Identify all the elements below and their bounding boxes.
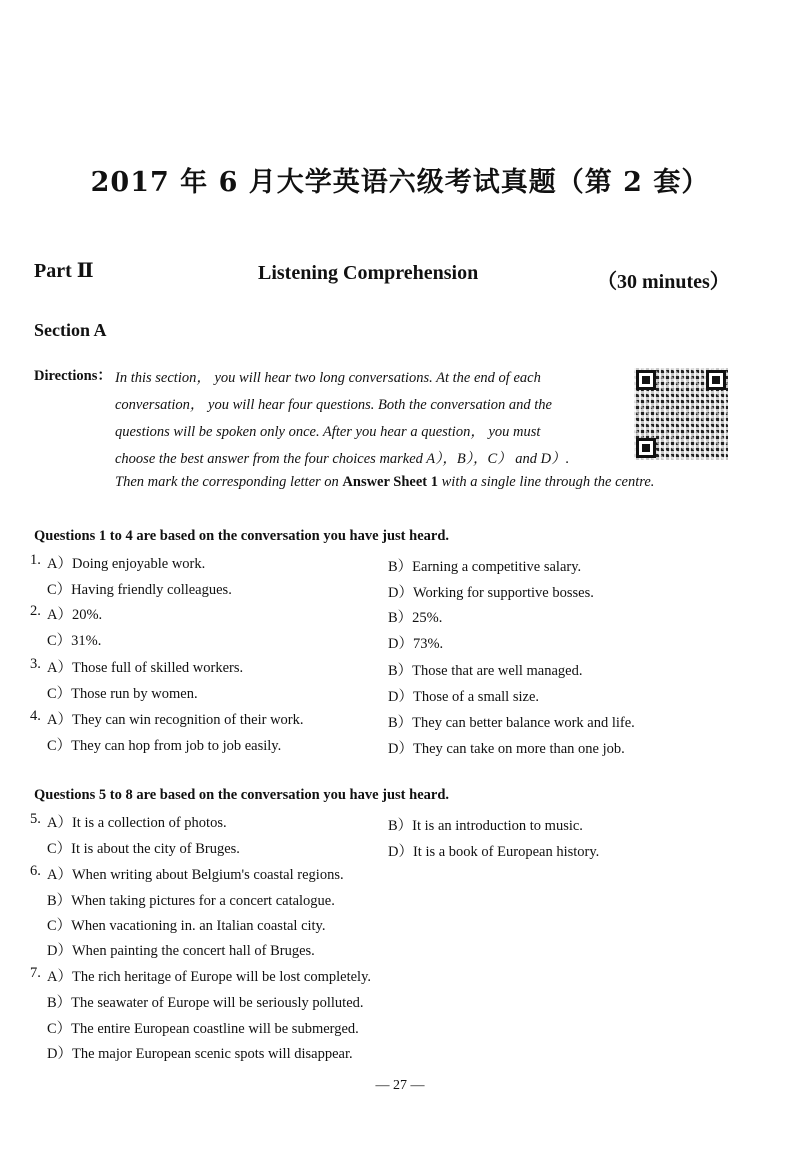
- question-group-heading: Questions 1 to 4 are based on the conversation you have just heard.: [34, 528, 450, 544]
- directions-line: In this section， you will hear two long conversations. At the end of each: [115, 370, 541, 386]
- answer-option: B）Earning a competitive salary.: [388, 559, 582, 575]
- directions-text: with a single line through the centre.: [438, 474, 655, 490]
- question-number: 6.: [30, 863, 41, 879]
- answer-option: B）When taking pictures for a concert catalogue.: [47, 893, 335, 909]
- qr-finder-icon: [636, 370, 656, 390]
- answer-option: C）Those run by women.: [47, 686, 198, 702]
- answer-sheet-label: Answer Sheet 1: [342, 474, 438, 490]
- directions-line: choose the best answer from the four choices marked A），B），C） and D）.: [115, 451, 570, 467]
- answer-option: D）Those of a small size.: [388, 689, 540, 705]
- answer-option: C）They can hop from job to job easily.: [47, 738, 282, 754]
- answer-option: A）20%.: [47, 607, 103, 623]
- question-number: 5.: [30, 811, 41, 827]
- answer-option: B）They can better balance work and life.: [388, 715, 635, 731]
- qr-finder-icon: [706, 370, 726, 390]
- answer-option: D）Working for supportive bosses.: [388, 585, 594, 601]
- answer-option: C）31%.: [47, 633, 102, 649]
- answer-option: B）It is an introduction to music.: [388, 818, 583, 834]
- answer-option: B）Those that are well managed.: [388, 663, 583, 679]
- answer-option: A）They can win recognition of their work.: [47, 712, 304, 728]
- question-number: 4.: [30, 708, 41, 724]
- answer-option: D）73%.: [388, 636, 444, 652]
- qr-code-icon[interactable]: [634, 368, 728, 460]
- directions-line: questions will be spoken only once. After you hear a question， you must: [115, 424, 541, 440]
- directions-last-line: [115, 474, 654, 491]
- answer-option: D）When painting the concert hall of Bruges.: [47, 943, 315, 959]
- answer-option: B）25%.: [388, 610, 443, 626]
- answer-option: C）The entire European coastline will be submerged.: [47, 1021, 359, 1037]
- part-title: Listening Comprehension: [258, 262, 479, 284]
- qr-finder-icon: [636, 438, 656, 458]
- answer-option: C）It is about the city of Bruges.: [47, 841, 240, 857]
- answer-option: D）The major European scenic spots will disappear.: [47, 1046, 353, 1062]
- answer-option: A）When writing about Belgium's coastal regions.: [47, 867, 344, 883]
- answer-option: A）Doing enjoyable work.: [47, 556, 206, 572]
- question-number: 3.: [30, 656, 41, 672]
- answer-option: D）They can take on more than one job.: [388, 741, 625, 757]
- answer-option: A）Those full of skilled workers.: [47, 660, 244, 676]
- page-number: — 27 —: [375, 1078, 425, 1093]
- answer-option: B）The seawater of Europe will be seriously polluted.: [47, 995, 364, 1011]
- answer-option: A）It is a collection of photos.: [47, 815, 227, 831]
- directions-label: Directions：: [34, 368, 112, 384]
- question-number: 2.: [30, 603, 41, 619]
- answer-option: C）When vacationing in. an Italian coastal city.: [47, 918, 326, 934]
- part-label: Part Ⅱ: [34, 260, 94, 282]
- answer-option: A）The rich heritage of Europe will be lost completely.: [47, 969, 371, 985]
- exam-title: 2017 年 6 月大学英语六级考试真题（第 2 套）: [90, 167, 710, 198]
- directions-text: Then mark the corresponding letter on: [115, 474, 343, 490]
- question-group-heading: Questions 5 to 8 are based on the conversation you have just heard.: [34, 787, 450, 803]
- directions-line: conversation， you will hear four questions. Both the conversation and the: [115, 397, 552, 413]
- answer-option: D）It is a book of European history.: [388, 844, 600, 860]
- question-number: 1.: [30, 552, 41, 568]
- question-number: 7.: [30, 965, 41, 981]
- answer-option: C）Having friendly colleagues.: [47, 582, 232, 598]
- part-time: （30 minutes）: [597, 271, 730, 293]
- section-heading: Section A: [34, 320, 107, 340]
